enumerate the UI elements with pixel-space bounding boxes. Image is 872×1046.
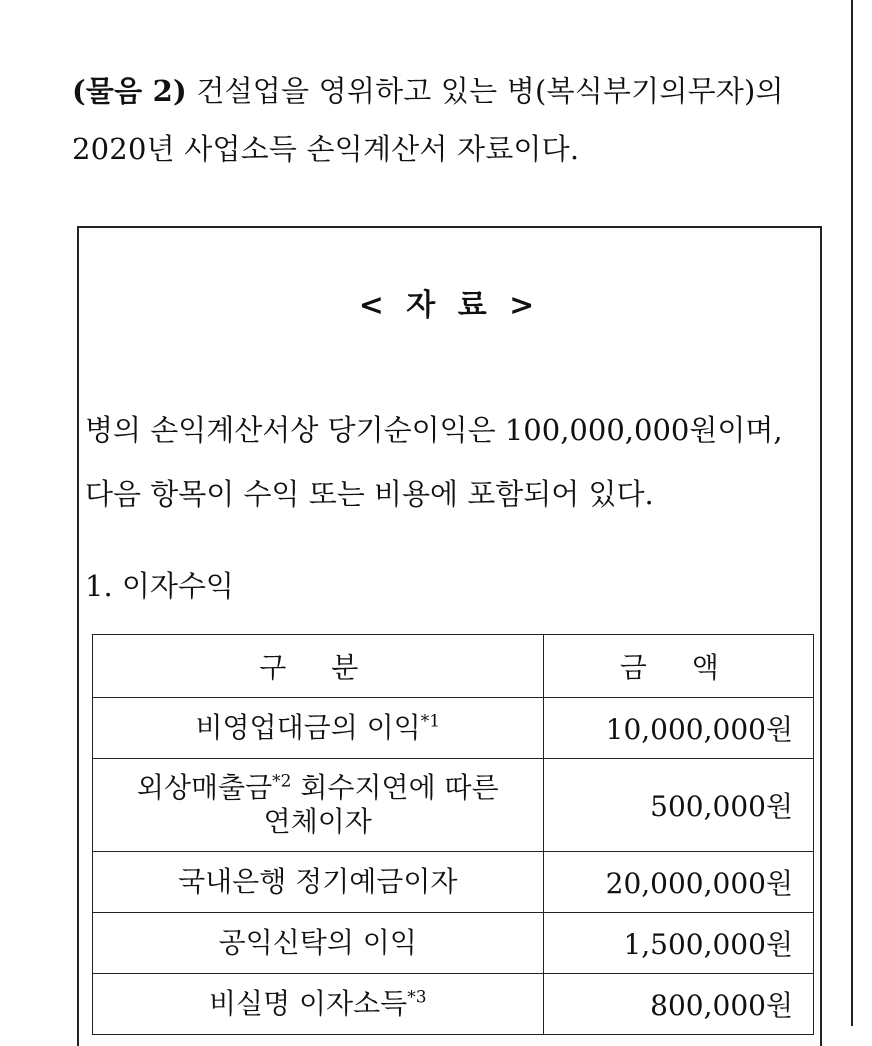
intro-text bbox=[85, 398, 830, 526]
row-amount: 800,000원 bbox=[543, 974, 813, 1035]
header-category: 구 분 bbox=[93, 635, 544, 698]
data-box bbox=[77, 226, 822, 1046]
interest-income-table bbox=[92, 634, 814, 1035]
row-amount: 20,000,000원 bbox=[543, 852, 813, 913]
row-description: 국내은행 정기예금이자 bbox=[93, 852, 544, 913]
table-header-row bbox=[93, 635, 814, 698]
table-row bbox=[93, 974, 814, 1035]
footnote-marker: *3 bbox=[407, 987, 427, 1008]
table-row bbox=[93, 698, 814, 759]
row-description: 외상매출금$^{*2}$ 회수지연에 따른 연체이자 bbox=[93, 759, 544, 852]
table-row bbox=[93, 852, 814, 913]
section-heading-interest: 1. 이자수익 bbox=[85, 569, 234, 603]
row-description: 비실명 이자소득$^{*3}$ bbox=[93, 974, 544, 1035]
table-row bbox=[93, 759, 814, 852]
row-description: 비영업대금의 이익$^{*1}$ bbox=[93, 698, 544, 759]
intro-line-2: 다음 항목이 수익 또는 비용에 포함되어 있다. bbox=[85, 477, 654, 511]
question-line-1: 건설업을 영위하고 있는 병(복식부기의무자)의 bbox=[186, 74, 784, 108]
row-amount: 500,000원 bbox=[543, 759, 813, 852]
header-amount: 금 액 bbox=[543, 635, 813, 698]
question-text bbox=[72, 62, 842, 178]
table-row bbox=[93, 913, 814, 974]
footnote-marker: *1 bbox=[420, 711, 441, 732]
box-title: < 자 료 > bbox=[358, 288, 541, 323]
row-description: 공익신탁의 이익 bbox=[93, 913, 544, 974]
intro-line-1: 병의 손익계산서상 당기순이익은 100,000,000원이며, bbox=[85, 413, 783, 447]
question-label: (물음 2) bbox=[72, 74, 187, 108]
page-right-border bbox=[851, 0, 853, 1026]
question-line-2: 2020년 사업소득 손익계산서 자료이다. bbox=[72, 132, 580, 166]
row-amount: 10,000,000원 bbox=[543, 698, 813, 759]
row-amount: 1,500,000원 bbox=[543, 913, 813, 974]
footnote-marker: *2 bbox=[272, 771, 292, 792]
